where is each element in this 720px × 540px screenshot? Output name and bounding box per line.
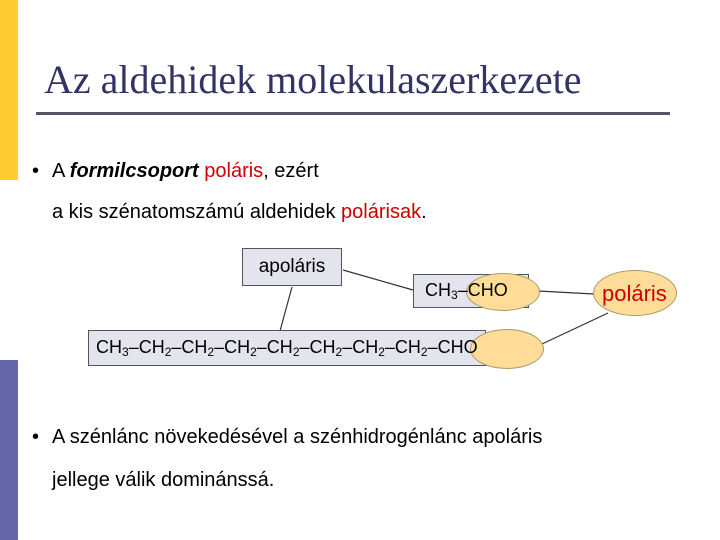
formula-part: –CHO (457, 280, 508, 300)
formula-subscript: 2 (250, 345, 257, 359)
text-fragment: , ezért (263, 160, 319, 182)
bullet-2-line-1 (32, 426, 542, 449)
term-formilcsoport: formilcsoport (69, 160, 199, 182)
formula-subscript: 2 (292, 345, 300, 359)
formula-part: –CHO (427, 337, 478, 357)
bullet-2-text: A szénlánc növekedésével a szénhidrogénlánc apoláris (52, 426, 543, 448)
slide-title: Az aldehidek molekulaszerkezete (44, 57, 582, 102)
formula-part: CH (425, 280, 451, 300)
long-molecule-formula (96, 337, 478, 358)
term-polaris: poláris (204, 160, 264, 182)
formula-subscript: 2 (335, 345, 343, 359)
formula-part: CH (96, 337, 122, 357)
formula-subscript: 2 (420, 345, 428, 359)
bullet-marker: • (32, 160, 40, 182)
formula-part: –CH (171, 337, 208, 357)
polar-label: poláris (602, 281, 667, 306)
connector-polar-small (538, 291, 594, 294)
term-aldehidek: aldehidek (249, 201, 336, 223)
formula-part: –CH (384, 337, 421, 357)
text-fragment: . (421, 201, 427, 223)
formula-subscript: 3 (122, 345, 129, 359)
connector-apolar-long (280, 287, 292, 331)
bullet-marker: • (32, 426, 40, 448)
long-molecule-polar-oval (470, 329, 544, 369)
formula-subscript: 2 (164, 345, 172, 359)
formula-subscript: 2 (378, 345, 385, 359)
text-fragment: a kis szénatomszámú (52, 201, 250, 223)
connector-apolar-small (343, 270, 413, 290)
connector-polar-long (542, 313, 608, 344)
formula-part: –CH (256, 337, 293, 357)
formula-part: –CH (128, 337, 165, 357)
small-molecule-formula (425, 280, 508, 301)
formula-subscript: 2 (207, 345, 215, 359)
apolar-label-box: apoláris (242, 248, 342, 286)
formula-part: –CH (342, 337, 379, 357)
formula-subscript: 3 (451, 288, 458, 302)
term-polarisak: polárisak (341, 201, 422, 223)
formula-part: –CH (214, 337, 251, 357)
text-fragment: A (52, 160, 70, 182)
bullet-2-line-2: jellege válik dominánssá. (52, 469, 275, 491)
formula-part: –CH (299, 337, 336, 357)
